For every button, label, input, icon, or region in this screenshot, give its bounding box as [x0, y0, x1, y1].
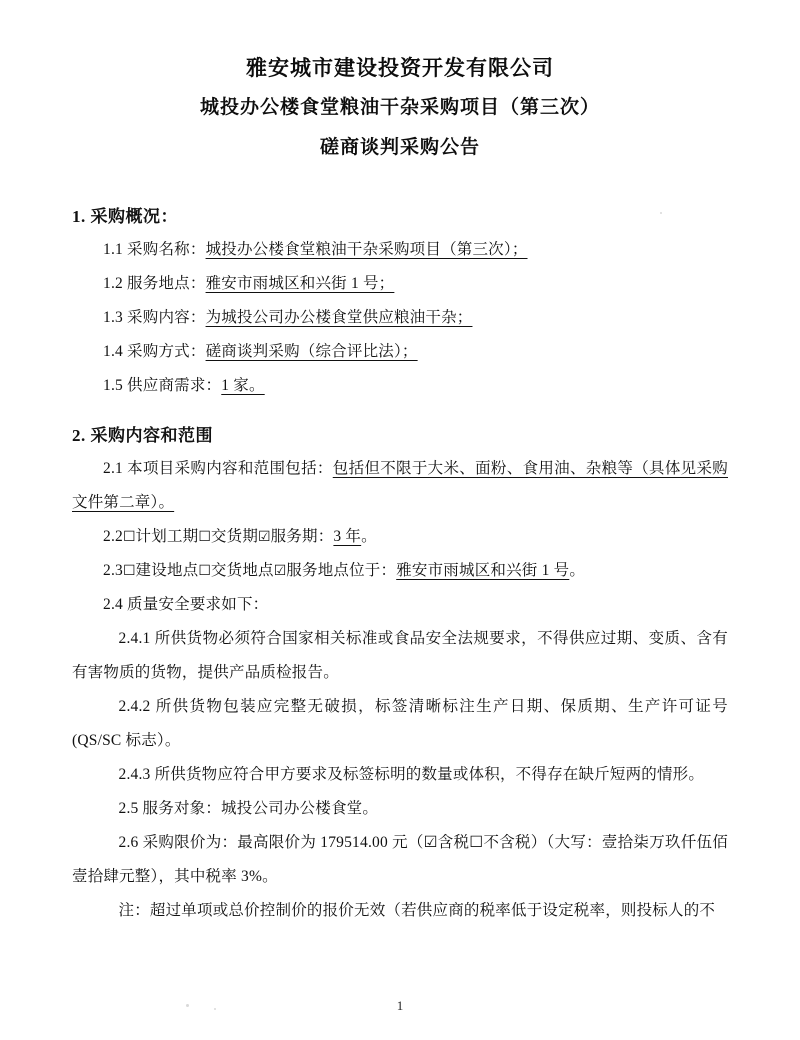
document-title-block	[72, 48, 728, 168]
checkbox-unchecked-icon[interactable]: ☐	[122, 529, 136, 545]
checkbox-unchecked-icon[interactable]: ☐	[122, 563, 136, 579]
paragraph-quality-3: 2.4.3 所供货物应符合甲方要求及标签标明的数量或体积，不得存在缺斤短两的情形。	[118, 766, 705, 783]
scope-value: 包括但不限于大米、面粉、食用油、杂粮等（具体见采购文件第二章）。	[72, 460, 728, 511]
title-line-2: 城投办公楼食堂粮油干杂采购项目（第三次）	[199, 97, 600, 118]
checkbox-label-service-period: 服务期：	[270, 528, 334, 545]
checkbox-label-delivery-site: 交货地点	[210, 562, 274, 579]
checkbox-label-plan-period: 计划工期	[135, 528, 199, 545]
item-value-1-1: 城投办公楼食堂粮油干杂采购项目（第三次）；	[205, 241, 528, 258]
service-location-suffix: 。	[569, 562, 586, 579]
title-line-3: 磋商谈判采购公告	[319, 137, 480, 158]
section-heading-scope: 2. 采购内容和范围	[72, 426, 213, 445]
service-location-value: 雅安市雨城区和兴街 1 号	[396, 562, 570, 579]
service-location-prefix: 2.3	[103, 562, 123, 579]
service-period-prefix: 2.2	[103, 528, 123, 545]
item-service-location	[72, 267, 728, 301]
paragraph-quality-1: 2.4.1 所供货物必须符合国家相关标准或食品安全法规要求，不得供应过期、变质、含有有害物质的货物，提供产品质检报告。	[72, 630, 728, 681]
item-label-1-5: 1.5 供应商需求：	[103, 377, 222, 394]
item-label-1-4: 1.4 采购方式：	[103, 343, 206, 360]
checkbox-unchecked-icon[interactable]: ☐	[198, 563, 211, 579]
item-label-1-1: 1.1 采购名称：	[103, 241, 206, 258]
scan-artifact	[660, 212, 662, 214]
section-heading-procurement-overview: 1. 采购概况：	[72, 207, 178, 226]
paragraph-quality-2: 2.4.2 所供货物包装应完整无破损，标签清晰标注生产日期、保质期、生产许可证号(QS/SC 标志）。	[72, 698, 728, 749]
service-period-suffix: 。	[361, 528, 377, 545]
item-procurement-content	[72, 301, 728, 335]
checkbox-checked-icon[interactable]: ☑	[273, 563, 287, 579]
checkbox-label-construction-site: 建设地点	[135, 562, 199, 579]
paragraph-quality-intro: 2.4 质量安全要求如下：	[103, 596, 269, 613]
checkbox-label-service-site: 服务地点位于：	[286, 562, 397, 579]
item-label-1-3: 1.3 采购内容：	[103, 309, 206, 326]
page-number: 1	[396, 998, 404, 1013]
scope-label: 2.1 本项目采购内容和范围包括：	[103, 460, 333, 477]
paragraph-service-location	[72, 554, 728, 588]
paragraph-price-note: 注：超过单项或总价控制价的报价无效（若供应商的税率低于设定税率，则投标人的不	[118, 902, 716, 919]
checkbox-unchecked-icon[interactable]: ☐	[198, 529, 211, 545]
item-supplier-demand	[72, 369, 728, 403]
item-value-1-2: 雅安市雨城区和兴街 1 号；	[205, 275, 395, 292]
item-value-1-3: 为城投公司办公楼食堂供应粮油干杂；	[205, 309, 473, 326]
item-label-1-2: 1.2 服务地点：	[103, 275, 206, 292]
paragraph-service-period	[72, 520, 728, 554]
item-procurement-method	[72, 335, 728, 369]
item-value-1-5: 1 家。	[221, 377, 265, 394]
service-period-value: 3 年	[333, 528, 362, 545]
paragraph-scope	[72, 452, 728, 520]
checkbox-checked-icon[interactable]: ☑	[258, 529, 271, 545]
item-procurement-name	[72, 233, 728, 267]
paragraph-service-target: 2.5 服务对象：城投公司办公楼食堂。	[118, 800, 379, 817]
item-value-1-4: 磋商谈判采购（综合评比法）；	[205, 343, 418, 360]
title-line-1: 雅安城市建设投资开发有限公司	[246, 56, 554, 80]
paragraph-price-limit: 2.6 采购限价为：最高限价为 179514.00 元（☑含税☐不含税）（大写：壹拾柒万玖仟伍佰壹拾肆元整），其中税率 3%。	[72, 834, 728, 885]
checkbox-label-delivery-period: 交货期	[210, 528, 259, 545]
